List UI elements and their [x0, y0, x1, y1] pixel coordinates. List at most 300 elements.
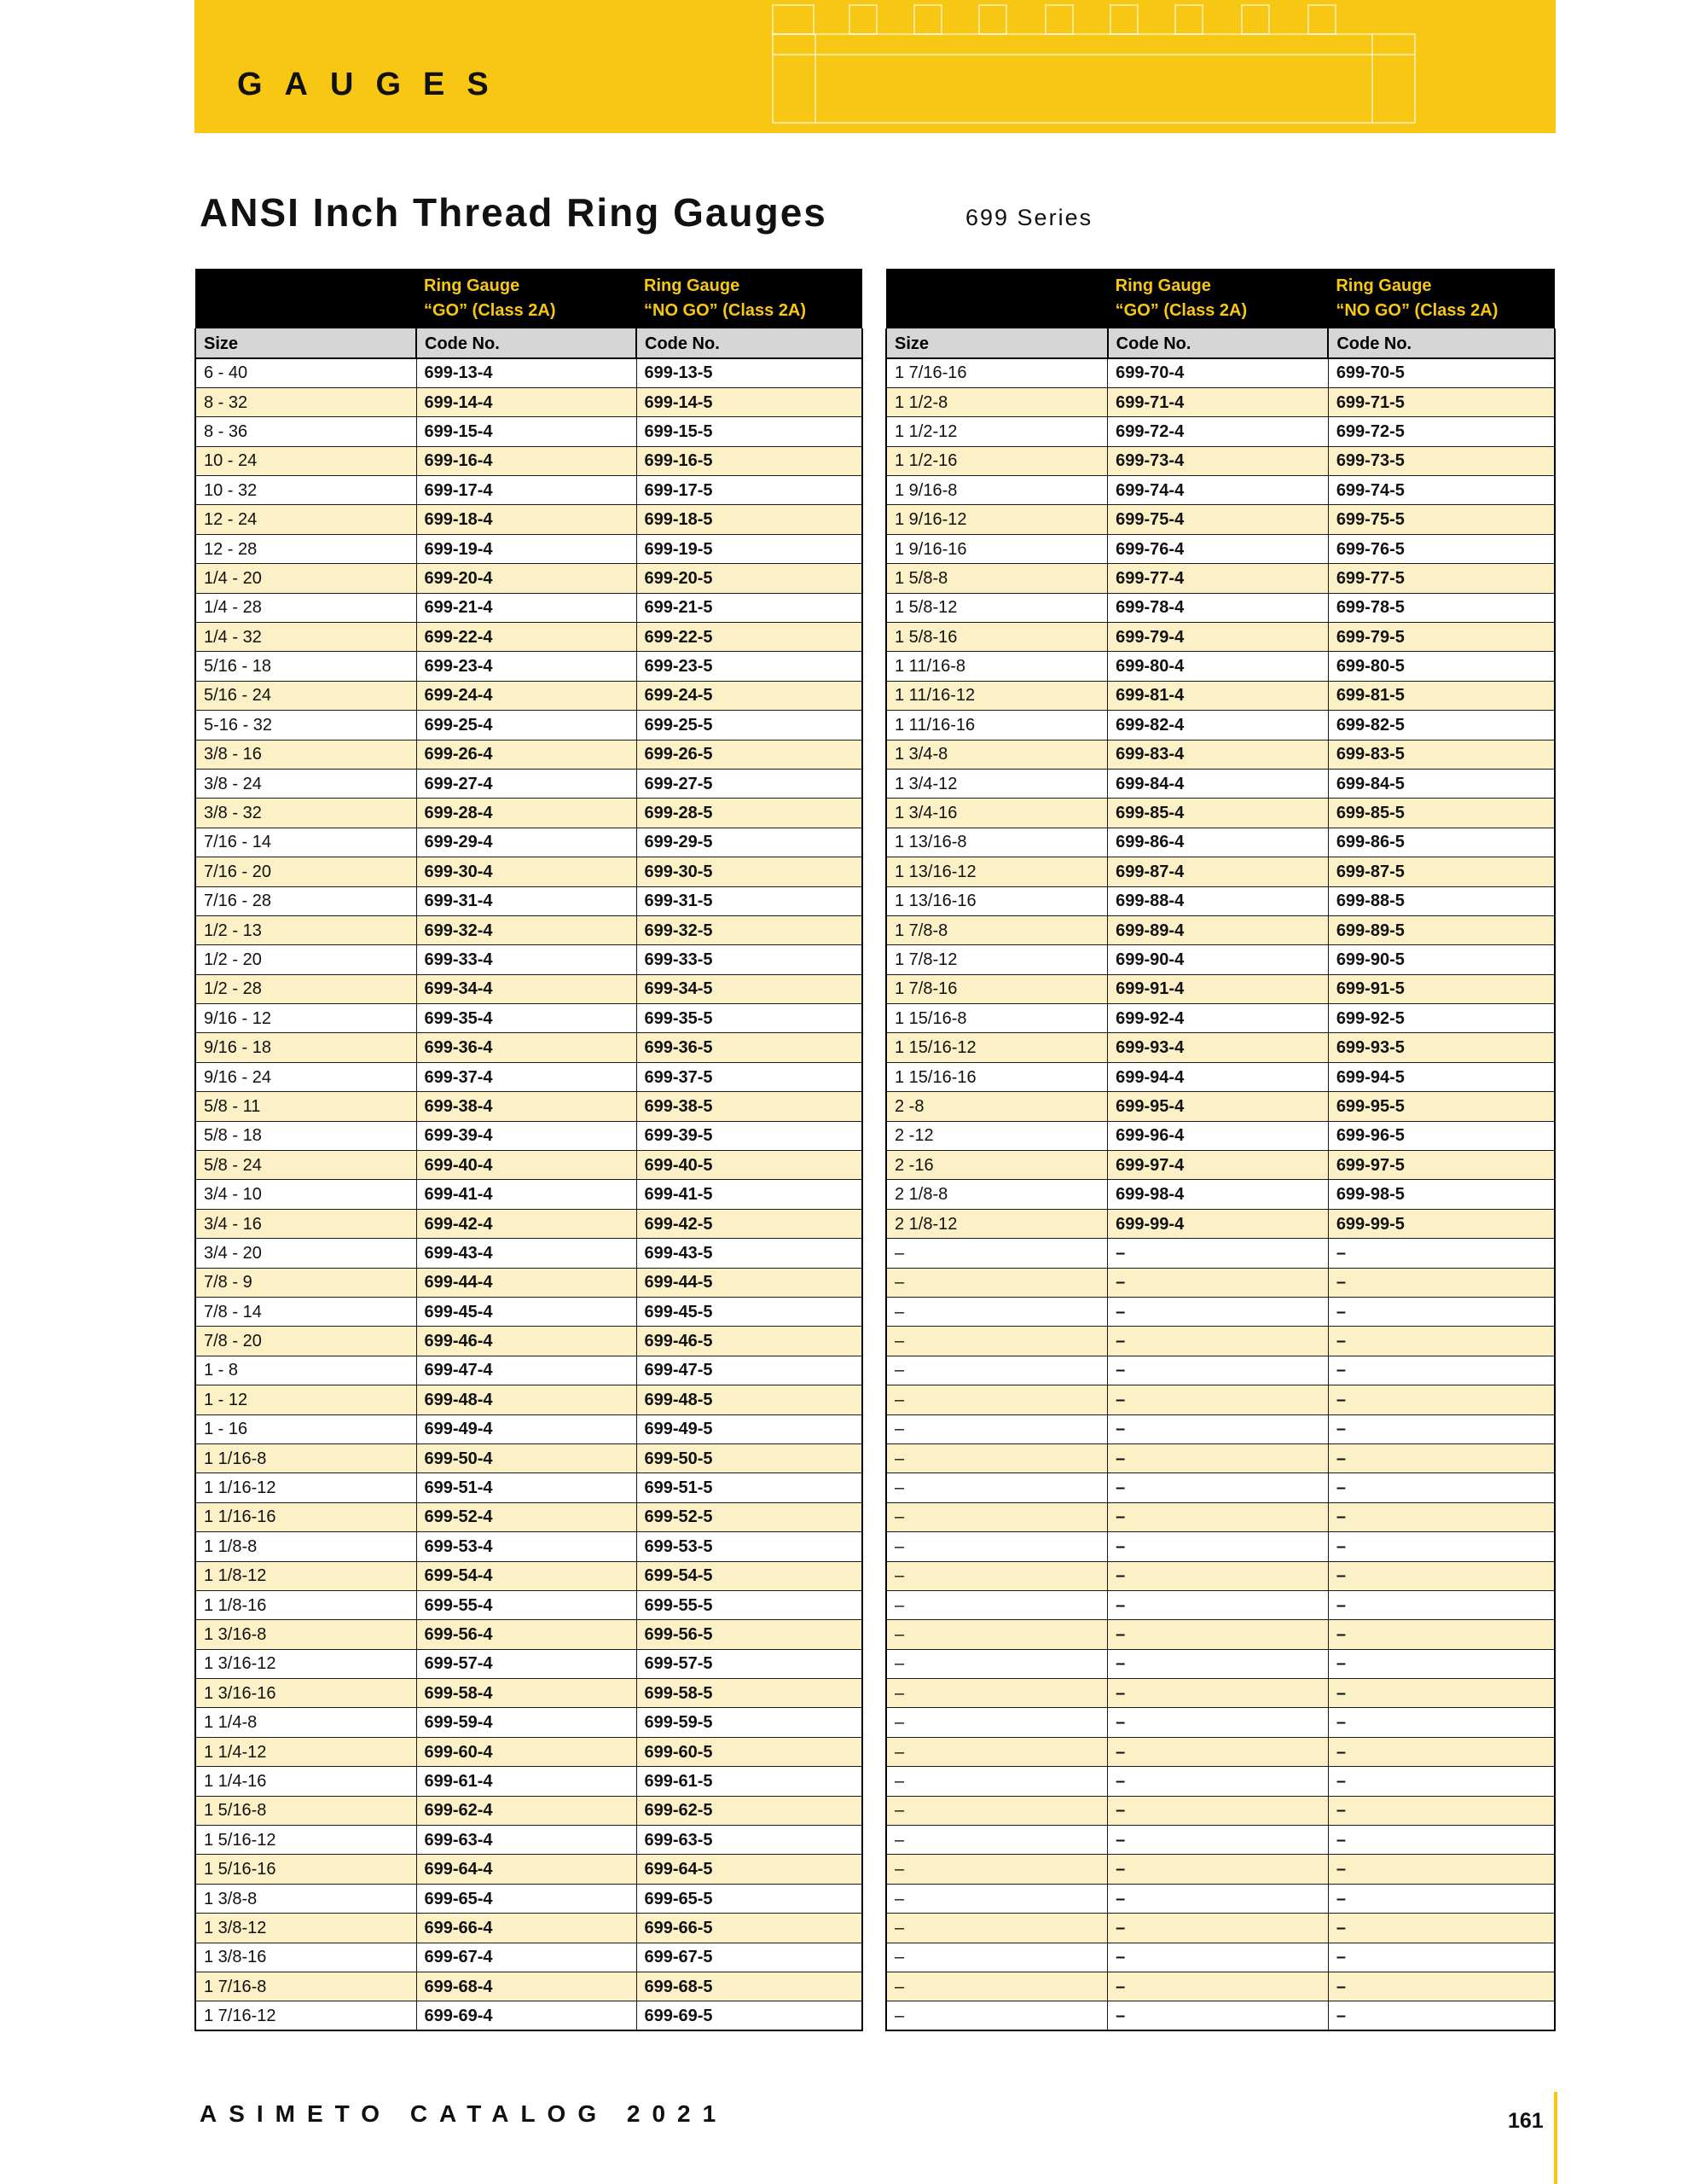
nogo-code-cell: – — [1328, 1356, 1555, 1385]
size-cell: 3/4 - 20 — [195, 1239, 416, 1268]
size-cell: 9/16 - 24 — [195, 1062, 416, 1091]
size-cell: – — [886, 1443, 1108, 1472]
table-row — [195, 915, 862, 944]
table-row — [195, 1679, 862, 1708]
table-row — [195, 476, 862, 505]
size-cell: – — [886, 1796, 1108, 1825]
table-row — [195, 1590, 862, 1619]
nogo-code-cell: 699-38-5 — [636, 1092, 862, 1121]
go-code-cell: 699-35-4 — [416, 1004, 636, 1033]
go-code-cell: 699-69-4 — [416, 2001, 636, 2030]
size-cell: 1 15/16-12 — [886, 1033, 1108, 1062]
table-row — [886, 886, 1555, 915]
nogo-code-cell: 699-79-5 — [1328, 623, 1555, 652]
table-row — [195, 828, 862, 857]
table-row — [886, 446, 1555, 475]
go-code-cell: 699-18-4 — [416, 505, 636, 534]
go-code-cell: 699-22-4 — [416, 623, 636, 652]
go-code-cell: – — [1108, 1385, 1329, 1414]
go-code-cell: 699-15-4 — [416, 417, 636, 446]
size-cell: 1 5/8-8 — [886, 564, 1108, 593]
nogo-code-cell: – — [1328, 1268, 1555, 1297]
size-cell: 1 3/16-12 — [195, 1649, 416, 1678]
go-code-cell: – — [1108, 1972, 1329, 2001]
go-code-cell: – — [1108, 1620, 1329, 1649]
size-cell: 10 - 24 — [195, 446, 416, 475]
go-code-cell: 699-88-4 — [1108, 886, 1329, 915]
nogo-code-cell: 699-91-5 — [1328, 974, 1555, 1003]
nogo-code-cell: – — [1328, 1737, 1555, 1766]
nogo-code-cell: 699-76-5 — [1328, 534, 1555, 563]
go-code-cell: 699-47-4 — [416, 1356, 636, 1385]
go-code-cell: 699-17-4 — [416, 476, 636, 505]
size-cell: – — [886, 1972, 1108, 2001]
nogo-code-cell: 699-81-5 — [1328, 681, 1555, 710]
size-cell: 7/8 - 20 — [195, 1327, 416, 1356]
nogo-code-cell: 699-71-5 — [1328, 387, 1555, 416]
size-cell: – — [886, 1826, 1108, 1855]
nogo-code-cell: 699-90-5 — [1328, 945, 1555, 974]
table-row — [195, 886, 862, 915]
nogo-code-cell: 699-98-5 — [1328, 1180, 1555, 1209]
nogo-code-cell: 699-34-5 — [636, 974, 862, 1003]
table-row — [886, 1620, 1555, 1649]
size-cell: – — [886, 1414, 1108, 1443]
nogo-code-cell: 699-93-5 — [1328, 1033, 1555, 1062]
size-cell: 1 11/16-16 — [886, 711, 1108, 740]
table-row — [195, 1649, 862, 1678]
nogo-code-cell: 699-30-5 — [636, 857, 862, 886]
table-row — [886, 915, 1555, 944]
go-code-cell: – — [1108, 1826, 1329, 1855]
go-code-cell: – — [1108, 1649, 1329, 1678]
nogo-code-cell: 699-31-5 — [636, 886, 862, 915]
size-cell: 12 - 28 — [195, 534, 416, 563]
nogo-code-cell: 699-39-5 — [636, 1121, 862, 1150]
table-row — [886, 1649, 1555, 1678]
nogo-code-cell: 699-53-5 — [636, 1532, 862, 1561]
nogo-code-cell: 699-74-5 — [1328, 476, 1555, 505]
go-code-cell: 699-41-4 — [416, 1180, 636, 1209]
table-row — [886, 740, 1555, 769]
table-row — [195, 1356, 862, 1385]
go-code-cell: 699-31-4 — [416, 886, 636, 915]
size-cell: 1 5/16-16 — [195, 1855, 416, 1884]
table-row — [195, 799, 862, 828]
nogo-code-cell: 699-29-5 — [636, 828, 862, 857]
nogo-code-cell: 699-40-5 — [636, 1151, 862, 1180]
nogo-code-cell: – — [1328, 1972, 1555, 2001]
go-code-cell: – — [1108, 1502, 1329, 1531]
table-row — [886, 769, 1555, 798]
table-row — [195, 1092, 862, 1121]
go-code-cell: 699-32-4 — [416, 915, 636, 944]
table-row — [195, 1796, 862, 1825]
nogo-code-cell: – — [1328, 1767, 1555, 1796]
nogo-code-cell: 699-49-5 — [636, 1414, 862, 1443]
section-label: GAUGES — [237, 67, 511, 102]
go-code-cell: 699-34-4 — [416, 974, 636, 1003]
nogo-code-cell: 699-66-5 — [636, 1914, 862, 1943]
table-row — [195, 446, 862, 475]
table-row — [886, 1033, 1555, 1062]
go-code-cell: 699-55-4 — [416, 1590, 636, 1619]
nogo-code-cell: 699-75-5 — [1328, 505, 1555, 534]
size-cell: 1 5/16-8 — [195, 1796, 416, 1825]
table-row — [886, 358, 1555, 387]
go-code-cell: – — [1108, 1855, 1329, 1884]
size-cell: – — [886, 1268, 1108, 1297]
size-cell: 1 3/4-12 — [886, 769, 1108, 798]
go-code-cell: 699-25-4 — [416, 711, 636, 740]
go-code-cell: 699-30-4 — [416, 857, 636, 886]
nogo-code-cell: 699-33-5 — [636, 945, 862, 974]
table-row — [195, 1620, 862, 1649]
go-code-cell: 699-73-4 — [1108, 446, 1329, 475]
nogo-code-cell: – — [1328, 1855, 1555, 1884]
table-row — [195, 857, 862, 886]
go-code-cell: 699-59-4 — [416, 1708, 636, 1737]
nogo-code-cell: 699-72-5 — [1328, 417, 1555, 446]
size-cell: 1 7/8-12 — [886, 945, 1108, 974]
nogo-code-cell: 699-54-5 — [636, 1561, 862, 1590]
size-cell: – — [886, 1767, 1108, 1796]
col-label-size: Size — [886, 328, 1108, 358]
nogo-code-cell: – — [1328, 1914, 1555, 1943]
nogo-code-cell: – — [1328, 1590, 1555, 1619]
nogo-code-cell: 699-78-5 — [1328, 593, 1555, 622]
table-row — [195, 1826, 862, 1855]
go-code-cell: 699-80-4 — [1108, 652, 1329, 681]
size-cell: – — [886, 1385, 1108, 1414]
header-blank — [886, 269, 1108, 328]
size-cell: – — [886, 1708, 1108, 1737]
size-cell: 1 5/16-12 — [195, 1826, 416, 1855]
nogo-code-cell: 699-56-5 — [636, 1620, 862, 1649]
go-code-cell: 699-58-4 — [416, 1679, 636, 1708]
nogo-code-cell: 699-92-5 — [1328, 1004, 1555, 1033]
size-cell: 1 5/8-16 — [886, 623, 1108, 652]
nogo-code-cell: 699-21-5 — [636, 593, 862, 622]
table-row — [886, 534, 1555, 563]
nogo-code-cell: 699-48-5 — [636, 1385, 862, 1414]
nogo-code-cell: 699-64-5 — [636, 1855, 862, 1884]
size-cell: 1 7/8-16 — [886, 974, 1108, 1003]
size-cell: 1 7/8-8 — [886, 915, 1108, 944]
size-cell: – — [886, 1943, 1108, 1972]
nogo-code-cell: – — [1328, 1239, 1555, 1268]
table-row — [886, 799, 1555, 828]
table-row — [886, 1679, 1555, 1708]
go-code-cell: 699-65-4 — [416, 1884, 636, 1913]
table-row — [195, 974, 862, 1003]
go-code-cell: 699-13-4 — [416, 358, 636, 387]
nogo-code-cell: – — [1328, 1473, 1555, 1502]
size-cell: – — [886, 1914, 1108, 1943]
go-code-cell: 699-50-4 — [416, 1443, 636, 1472]
size-cell: 1/2 - 13 — [195, 915, 416, 944]
nogo-code-cell: 699-22-5 — [636, 623, 862, 652]
size-cell: 1 1/4-12 — [195, 1737, 416, 1766]
go-code-cell: 699-14-4 — [416, 387, 636, 416]
size-cell: 1 3/8-8 — [195, 1884, 416, 1913]
table-row — [886, 1298, 1555, 1327]
go-code-cell: 699-52-4 — [416, 1502, 636, 1531]
nogo-code-cell: – — [1328, 1708, 1555, 1737]
go-code-cell: 699-20-4 — [416, 564, 636, 593]
nogo-code-cell: 699-86-5 — [1328, 828, 1555, 857]
size-cell: – — [886, 1649, 1108, 1678]
size-cell: – — [886, 1327, 1108, 1356]
table-row — [195, 1737, 862, 1766]
nogo-code-cell: 699-99-5 — [1328, 1209, 1555, 1238]
size-cell: 1 13/16-16 — [886, 886, 1108, 915]
size-cell: – — [886, 1502, 1108, 1531]
table-row — [195, 1943, 862, 1972]
table-row — [886, 1561, 1555, 1590]
size-cell: – — [886, 1239, 1108, 1268]
nogo-code-cell: – — [1328, 1443, 1555, 1472]
page-number: 161 — [1508, 2109, 1544, 2133]
nogo-code-cell: 699-68-5 — [636, 1972, 862, 2001]
go-code-cell: – — [1108, 1590, 1329, 1619]
go-code-cell: 699-57-4 — [416, 1649, 636, 1678]
go-code-cell: 699-97-4 — [1108, 1151, 1329, 1180]
size-cell: 1 3/8-12 — [195, 1914, 416, 1943]
size-cell: 7/16 - 20 — [195, 857, 416, 886]
go-code-cell: – — [1108, 1796, 1329, 1825]
size-cell: 3/8 - 16 — [195, 740, 416, 769]
nogo-code-cell: 699-77-5 — [1328, 564, 1555, 593]
table-row — [195, 1532, 862, 1561]
size-cell: 1 7/16-8 — [195, 1972, 416, 2001]
nogo-code-cell: 699-17-5 — [636, 476, 862, 505]
go-code-cell: 699-46-4 — [416, 1327, 636, 1356]
size-cell: 1 9/16-12 — [886, 505, 1108, 534]
go-code-cell: – — [1108, 1443, 1329, 1472]
table-row — [886, 1532, 1555, 1561]
nogo-code-cell: 699-80-5 — [1328, 652, 1555, 681]
nogo-code-cell: 699-44-5 — [636, 1268, 862, 1297]
size-cell: 1 13/16-8 — [886, 828, 1108, 857]
size-cell: 1 9/16-16 — [886, 534, 1108, 563]
size-cell: 1/4 - 20 — [195, 564, 416, 593]
table-row — [886, 828, 1555, 857]
nogo-code-cell: 699-62-5 — [636, 1796, 862, 1825]
go-code-cell: 699-51-4 — [416, 1473, 636, 1502]
table-row — [195, 1708, 862, 1737]
go-code-cell: 699-16-4 — [416, 446, 636, 475]
col-label-go-code: Code No. — [416, 328, 636, 358]
nogo-code-cell: 699-28-5 — [636, 799, 862, 828]
table-row — [886, 1855, 1555, 1884]
size-cell: 1 13/16-12 — [886, 857, 1108, 886]
table-row — [195, 1180, 862, 1209]
table-row — [886, 593, 1555, 622]
table-row — [886, 1385, 1555, 1414]
table-row — [886, 1180, 1555, 1209]
table-row — [195, 1385, 862, 1414]
go-code-cell: 699-86-4 — [1108, 828, 1329, 857]
nogo-code-cell: – — [1328, 1649, 1555, 1678]
table-row — [195, 1062, 862, 1091]
size-cell: 1 3/16-16 — [195, 1679, 416, 1708]
table-row — [195, 387, 862, 416]
go-code-cell: – — [1108, 1298, 1329, 1327]
size-cell: 1/4 - 32 — [195, 623, 416, 652]
table-row — [886, 1356, 1555, 1385]
go-code-cell: 699-77-4 — [1108, 564, 1329, 593]
go-code-cell: 699-89-4 — [1108, 915, 1329, 944]
go-code-cell: 699-24-4 — [416, 681, 636, 710]
size-cell: 1 15/16-16 — [886, 1062, 1108, 1091]
table-row — [886, 1796, 1555, 1825]
nogo-code-cell: 699-95-5 — [1328, 1092, 1555, 1121]
size-cell: 7/16 - 14 — [195, 828, 416, 857]
table-row — [886, 681, 1555, 710]
nogo-code-cell: 699-43-5 — [636, 1239, 862, 1268]
nogo-code-cell: 699-16-5 — [636, 446, 862, 475]
size-cell: – — [886, 1590, 1108, 1619]
go-code-cell: 699-27-4 — [416, 769, 636, 798]
size-cell: 1 1/2-8 — [886, 387, 1108, 416]
nogo-code-cell: 699-94-5 — [1328, 1062, 1555, 1091]
nogo-code-cell: – — [1328, 1414, 1555, 1443]
table-row — [195, 1914, 862, 1943]
nogo-code-cell: 699-37-5 — [636, 1062, 862, 1091]
nogo-code-cell: 699-88-5 — [1328, 886, 1555, 915]
size-cell: 1 1/8-16 — [195, 1590, 416, 1619]
size-cell: 1 1/16-12 — [195, 1473, 416, 1502]
table-row — [886, 417, 1555, 446]
col-label-go-code: Code No. — [1108, 328, 1329, 358]
nogo-code-cell: 699-27-5 — [636, 769, 862, 798]
table-row — [195, 1327, 862, 1356]
size-cell: 1 9/16-8 — [886, 476, 1108, 505]
go-code-cell: 699-95-4 — [1108, 1092, 1329, 1121]
size-cell: 1/2 - 28 — [195, 974, 416, 1003]
size-cell: – — [886, 1298, 1108, 1327]
size-cell: 1 3/16-8 — [195, 1620, 416, 1649]
go-code-cell: – — [1108, 1737, 1329, 1766]
go-code-cell: – — [1108, 1914, 1329, 1943]
size-cell: – — [886, 1561, 1108, 1590]
go-code-cell: 699-23-4 — [416, 652, 636, 681]
table-row — [886, 1209, 1555, 1238]
go-code-cell: 699-79-4 — [1108, 623, 1329, 652]
go-code-cell: 699-21-4 — [416, 593, 636, 622]
table-row — [195, 358, 862, 387]
go-code-cell: – — [1108, 1532, 1329, 1561]
table-row — [195, 652, 862, 681]
table-row — [195, 740, 862, 769]
nogo-code-cell: 699-23-5 — [636, 652, 862, 681]
nogo-code-cell: 699-89-5 — [1328, 915, 1555, 944]
size-cell: – — [886, 1884, 1108, 1913]
table-row — [886, 1884, 1555, 1913]
nogo-code-cell: 699-18-5 — [636, 505, 862, 534]
go-code-cell: 699-38-4 — [416, 1092, 636, 1121]
nogo-code-cell: 699-15-5 — [636, 417, 862, 446]
nogo-code-cell: – — [1328, 1620, 1555, 1649]
page-marker-bar — [1554, 2092, 1557, 2184]
nogo-code-cell: 699-42-5 — [636, 1209, 862, 1238]
table-row — [195, 1239, 862, 1268]
size-cell: 12 - 24 — [195, 505, 416, 534]
go-code-cell: 699-49-4 — [416, 1414, 636, 1443]
nogo-code-cell: – — [1328, 1298, 1555, 1327]
table-row — [195, 564, 862, 593]
size-cell: 1 7/16-16 — [886, 358, 1108, 387]
table-row — [195, 1884, 862, 1913]
go-code-cell: – — [1108, 1473, 1329, 1502]
size-cell: – — [886, 1532, 1108, 1561]
nogo-code-cell: 699-45-5 — [636, 1298, 862, 1327]
table-row — [886, 387, 1555, 416]
nogo-code-cell: 699-41-5 — [636, 1180, 862, 1209]
nogo-code-cell: 699-65-5 — [636, 1884, 862, 1913]
nogo-code-cell: 699-96-5 — [1328, 1121, 1555, 1150]
size-cell: 2 -16 — [886, 1151, 1108, 1180]
nogo-code-cell: 699-63-5 — [636, 1826, 862, 1855]
table-row — [195, 593, 862, 622]
go-code-cell: 699-76-4 — [1108, 534, 1329, 563]
table-row — [886, 1826, 1555, 1855]
go-code-cell: 699-60-4 — [416, 1737, 636, 1766]
go-code-cell: 699-53-4 — [416, 1532, 636, 1561]
go-code-cell: 699-98-4 — [1108, 1180, 1329, 1209]
go-code-cell: 699-67-4 — [416, 1943, 636, 1972]
size-cell: 1 3/4-8 — [886, 740, 1108, 769]
table-row — [195, 1151, 862, 1180]
size-cell: 1 1/4-8 — [195, 1708, 416, 1737]
size-cell: 8 - 32 — [195, 387, 416, 416]
size-cell: 10 - 32 — [195, 476, 416, 505]
nogo-code-cell: 699-69-5 — [636, 2001, 862, 2030]
size-cell: 1/2 - 20 — [195, 945, 416, 974]
size-cell: 2 1/8-8 — [886, 1180, 1108, 1209]
go-code-cell: 699-91-4 — [1108, 974, 1329, 1003]
table-row — [886, 1943, 1555, 1972]
nogo-code-cell: 699-32-5 — [636, 915, 862, 944]
table-row — [886, 1972, 1555, 2001]
go-code-cell: 699-90-4 — [1108, 945, 1329, 974]
go-code-cell: – — [1108, 1414, 1329, 1443]
table-row — [886, 1473, 1555, 1502]
go-code-cell: 699-92-4 — [1108, 1004, 1329, 1033]
size-cell: 1 1/8-12 — [195, 1561, 416, 1590]
table-row — [886, 945, 1555, 974]
table-row — [195, 1121, 862, 1150]
size-cell: 1 15/16-8 — [886, 1004, 1108, 1033]
size-cell: 3/4 - 10 — [195, 1180, 416, 1209]
table-row — [886, 1151, 1555, 1180]
size-cell: 7/8 - 9 — [195, 1268, 416, 1297]
size-cell: 1 5/8-12 — [886, 593, 1108, 622]
table-row — [195, 1033, 862, 1062]
table-row — [886, 1502, 1555, 1531]
table-row — [195, 711, 862, 740]
table-row — [195, 1209, 862, 1238]
table-row — [886, 1092, 1555, 1121]
size-cell: 1 1/2-12 — [886, 417, 1108, 446]
size-cell: 5/8 - 18 — [195, 1121, 416, 1150]
go-code-cell: 699-56-4 — [416, 1620, 636, 1649]
header-blank — [195, 269, 416, 328]
size-cell: – — [886, 1679, 1108, 1708]
header-go: Ring Gauge “GO” (Class 2A) — [1108, 269, 1329, 328]
table-row — [886, 1268, 1555, 1297]
